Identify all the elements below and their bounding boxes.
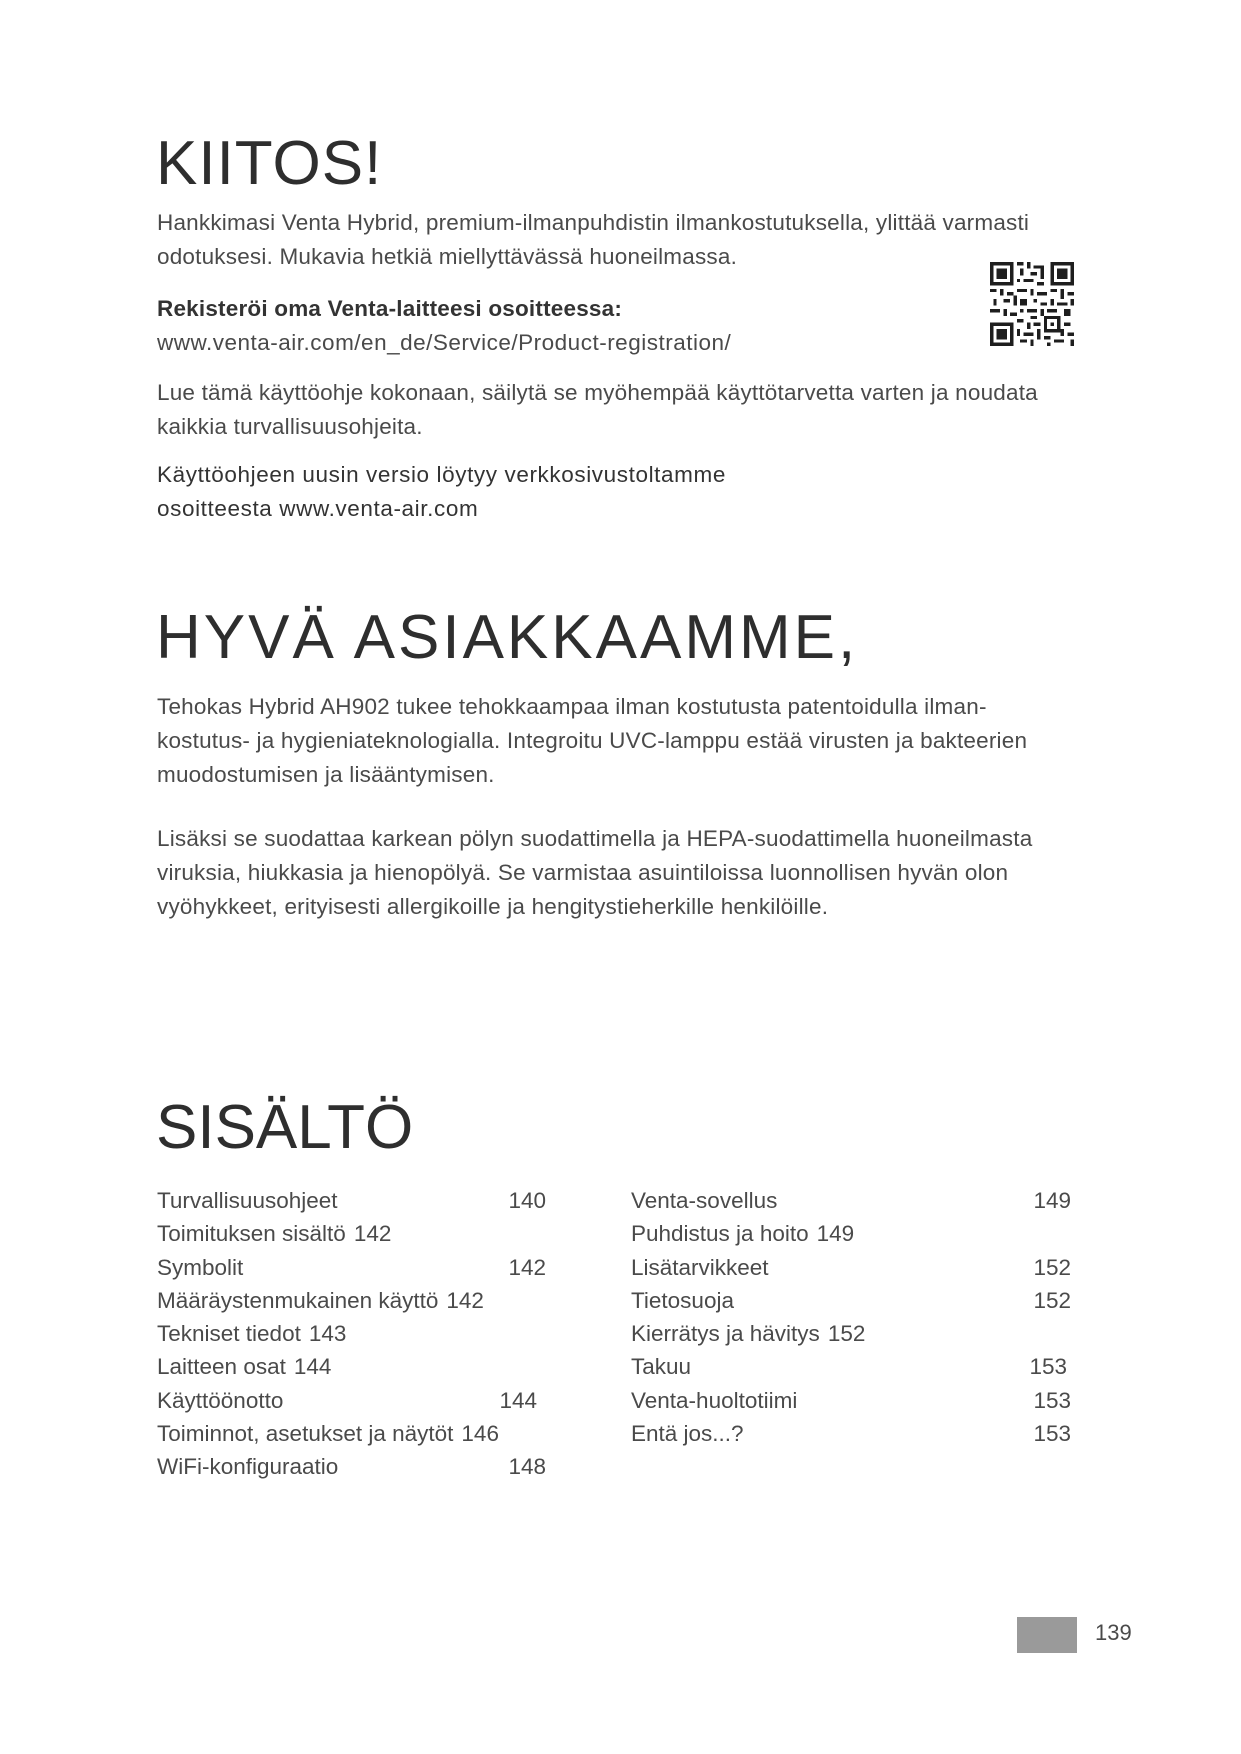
toc-entry-text (157, 1317, 346, 1350)
toc-entry[interactable] (631, 1217, 1081, 1250)
toc-entry[interactable] (157, 1417, 607, 1450)
toc-entry-page: 152 (1033, 1287, 1071, 1313)
toc-entry[interactable] (631, 1317, 1081, 1350)
toc-entry[interactable] (631, 1350, 1081, 1383)
toc-entry-page: 153 (1033, 1421, 1071, 1447)
toc-entry-page: 152 (1033, 1254, 1071, 1280)
toc-entry[interactable] (157, 1184, 607, 1217)
toc-entry-title: Käyttöönotto (157, 1387, 284, 1413)
product-intro-paragraph: Tehokas Hybrid AH902 tukee tehokkaampaa ilman kostutusta patentoidulla ilmankostutus- ja hygieniateknologialla. Integroitu UVC-lamppu estää virusten ja bakteerien muodostumisen ja lisääntymisen. (157, 694, 1028, 787)
read-instructions-paragraph: Lue tämä käyttöohje kokonaan, säilytä se myöhempää käyttötarvetta varten ja noudata kaikkia turvallisuusohjeita. (157, 380, 1038, 439)
page-marker (1017, 1617, 1077, 1653)
register-label: Rekisteröi oma Venta-laitteesi osoitteessa: (157, 296, 623, 321)
toc-entry[interactable] (631, 1184, 1081, 1217)
toc-entry[interactable] (157, 1251, 607, 1284)
toc-entry-page: 144 (499, 1387, 537, 1413)
toc-entry-text (157, 1284, 484, 1317)
toc-entry-title: Tekniset tiedot (157, 1321, 301, 1347)
toc-entry-title: Tietosuoja (631, 1287, 734, 1313)
toc-entry-title: Määräystenmukainen käyttö (157, 1287, 439, 1313)
toc-entry-title: Takuu (631, 1354, 692, 1380)
toc-entry-text (157, 1417, 499, 1450)
toc-entry-title: Symbolit (157, 1254, 244, 1280)
latest-version-paragraph (157, 458, 977, 526)
toc-entry-title: Puhdistus ja hoito (631, 1221, 809, 1247)
toc-entry-text (157, 1350, 331, 1383)
toc-entry[interactable] (157, 1450, 607, 1483)
toc-entry-title: Kierrätys ja hävitys (631, 1321, 820, 1347)
toc-entry-title: Lisätarvikkeet (631, 1254, 769, 1280)
thanks-heading: KIITOS! (156, 129, 383, 198)
contents-heading: SISÄLTÖ (156, 1093, 414, 1162)
toc-entry-title: Toimituksen sisältö (157, 1221, 346, 1247)
toc-entry[interactable] (631, 1417, 1081, 1450)
toc-right-column (631, 1184, 1081, 1450)
toc-entry-page: 144 (293, 1354, 332, 1380)
toc-entry-page: 142 (508, 1254, 546, 1280)
latest-version-line1: Käyttöohjeen uusin versio löytyy verkkosivustoltamme (157, 462, 726, 487)
toc-entry[interactable] (157, 1217, 607, 1250)
toc-entry[interactable] (157, 1284, 607, 1317)
toc-entry[interactable] (631, 1284, 1081, 1317)
toc-entry-text (631, 1217, 854, 1250)
filter-paragraph: Lisäksi se suodattaa karkean pölyn suodattimella ja HEPA-suodattimella huoneilmasta viruksia, hiukkasia ja hienopölyä. Se varmistaa asuintiloissa luonnollisen hyvän olon vyöhykkeet, erityisesti allergikoille ja hengitystieherkille henkilöille. (157, 826, 1033, 919)
toc-entry[interactable] (157, 1384, 607, 1417)
toc-entry-page: 140 (508, 1188, 546, 1213)
toc-entry-title: Venta-huoltotiimi (631, 1387, 798, 1413)
toc-entry-text (157, 1217, 391, 1250)
page-number: 139 (1095, 1620, 1132, 1645)
toc-entry-title: Venta-sovellus (631, 1188, 778, 1213)
toc-left-column (157, 1184, 607, 1484)
toc-entry-page: 143 (308, 1321, 347, 1347)
toc-entry-page: 152 (827, 1321, 866, 1347)
toc-entry[interactable] (631, 1251, 1081, 1284)
toc-entry-title: Toiminnot, asetukset ja näytöt (157, 1421, 454, 1447)
toc-entry-title: Entä jos...? (631, 1421, 744, 1447)
toc-entry[interactable] (157, 1317, 607, 1350)
toc-entry-page: 153 (1029, 1354, 1067, 1380)
toc-entry-page: 148 (508, 1454, 546, 1480)
toc-entry-page: 146 (461, 1421, 499, 1447)
latest-version-line2: osoitteesta www.venta-air.com (157, 496, 479, 521)
toc-entry-page: 142 (446, 1287, 484, 1313)
customer-heading: HYVÄ ASIAKKAAMME, (156, 603, 859, 672)
thanks-paragraph: Hankkimasi Venta Hybrid, premium-ilmanpuhdistin ilmankostutuksella, ylittää varmasti odotuksesi. Mukavia hetkiä miellyttävässä huoneilmassa. (157, 210, 1030, 269)
toc-entry-page: 153 (1033, 1387, 1071, 1413)
toc-entry-title: Laitteen osat (157, 1354, 286, 1380)
toc-entry[interactable] (157, 1350, 607, 1383)
toc-entry-title: Turvallisuusohjeet (157, 1188, 338, 1213)
register-url-link[interactable]: www.venta-air.com/en_de/Service/Product-registration/ (157, 330, 732, 355)
toc-entry-title: WiFi-konfiguraatio (157, 1454, 339, 1480)
toc-entry-page: 149 (816, 1221, 855, 1247)
qr-code-icon (990, 262, 1074, 346)
toc-entry-page: 142 (353, 1221, 392, 1247)
toc-entry-page: 149 (1033, 1188, 1071, 1213)
toc-entry[interactable] (631, 1384, 1081, 1417)
toc-entry-text (631, 1317, 865, 1350)
